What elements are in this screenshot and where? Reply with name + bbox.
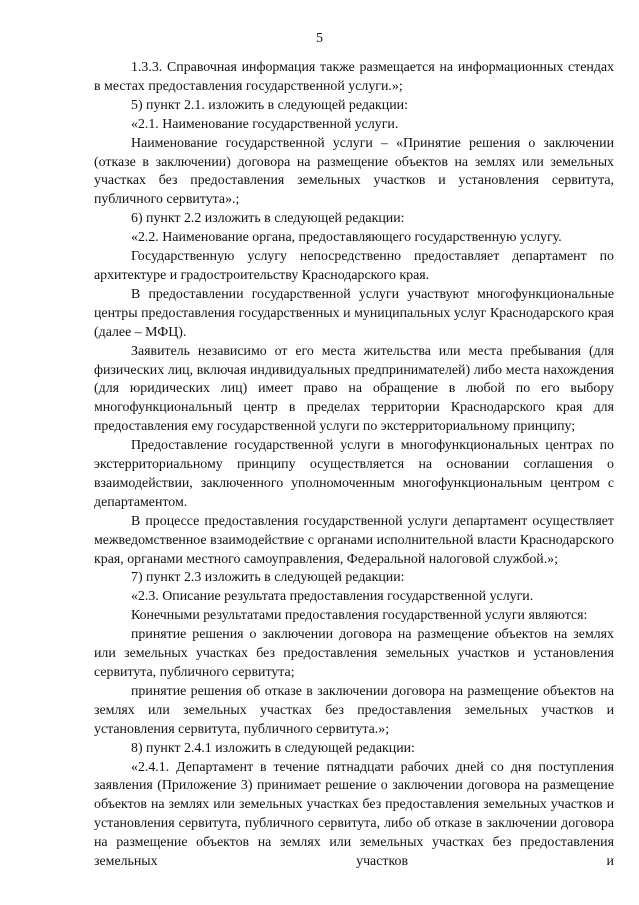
paragraph-2-2-mfc: В предоставлении государственной услуги участвуют многофункциональные центры предоставления государственных и муниципальных услуг Краснодарского края (далее – МФЦ).: [94, 286, 614, 340]
paragraph-2-2-heading: «2.2. Наименование органа, предоставляющего государственную услугу.: [131, 230, 562, 246]
paragraph-2-4-1: «2.4.1. Департамент в течение пятнадцати рабочих дней со дня поступления заявления (Приложение 3) принимает решение о заключении договора на размещение объектов на землях или земельных участках без предоставления земельных участков и установления сервитута, публичного сервитута, либо об отказе в заключении договора на размещение объектов на землях или земельных участках без предоставления земельных участков и: [94, 759, 614, 870]
paragraph-2-3-heading: «2.3. Описание результата предоставления государственной услуги.: [131, 589, 534, 605]
paragraph-2-2-extraterritorial: Предоставление государственной услуги в многофункциональных центрах по экстерриториальному принципу осуществляется на основании соглашения о взаимодействии, заключенного уполномоченным многофункциональным центром с департаментом.: [94, 438, 614, 510]
page-number: 5: [316, 31, 323, 46]
paragraph-item-7: 7) пункт 2.3 изложить в следующей редакции:: [131, 570, 405, 586]
paragraph-2-2-applicant: Заявитель независимо от его места жительства или места пребывания (для физических лиц, включая индивидуальных предпринимателей) либо места нахождения (для юридических лиц) имеет право на обращение в любой по его выбору многофункциональный центр в пределах территории Краснодарского края для предоставления ему государственной услуги по экстерриториальному принципу;: [94, 343, 614, 435]
paragraph-2-3-result-conclusion: принятие решения о заключении договора на размещение объектов на землях или земельных участках без предоставления земельных участков и установления сервитута, публичного сервитута;: [94, 627, 614, 680]
paragraph-item-5: 5) пункт 2.1. изложить в следующей редакции:: [131, 97, 408, 113]
paragraph-2-2-interaction: В процессе предоставления государственной услуги департамент осуществляет межведомственное взаимодействие с органами исполнительной власти Краснодарского края, органами местного самоуправления, Федеральной налоговой службой.»;: [94, 513, 614, 567]
paragraph-2-1-text: Наименование государственной услуги – «Принятие решения о заключении (отказе в заключении) договора на размещение объектов на землях или земельных участках без предоставления земельных участков и установления сервитута, публичного сервитута».;: [94, 135, 614, 208]
paragraph-2-2-department: Государственную услугу непосредственно предоставляет департамент по архитектуре и градостроительству Краснодарского края.: [94, 249, 614, 283]
paragraph-item-8: 8) пункт 2.4.1 изложить в следующей редакции:: [131, 740, 415, 756]
paragraph-2-1-heading: «2.1. Наименование государственной услуги.: [131, 116, 399, 132]
paragraph-item-6: 6) пункт 2.2 изложить в следующей редакции:: [131, 211, 405, 227]
document-body: [94, 59, 614, 872]
paragraph-1-3-3: 1.3.3. Справочная информация также размещается на информационных стендах в местах предоставления государственной услуги.»;: [94, 60, 614, 94]
paragraph-2-3-result-refusal: принятие решения об отказе в заключении договора на размещение объектов на землях или земельных участках без предоставления земельных участков и установления сервитута, публичного сервитута.»;: [94, 683, 614, 737]
paragraph-2-3-results-intro: Конечными результатами предоставления государственной услуги являются:: [131, 608, 588, 624]
